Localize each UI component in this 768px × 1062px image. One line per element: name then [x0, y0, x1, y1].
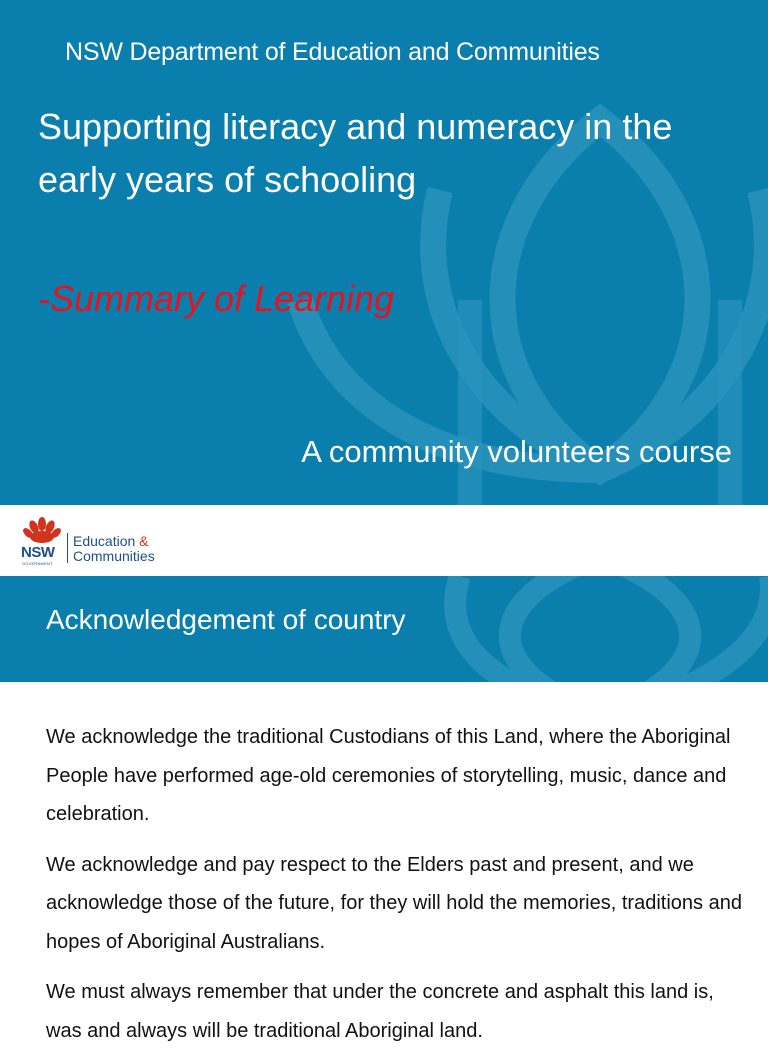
communities-word: Communities: [73, 548, 155, 564]
paragraph-1: We acknowledge the traditional Custodians of this Land, where the Aboriginal People have performed age-old ceremonies of storytelling, music, dance and celebration.: [46, 726, 731, 825]
section-header-slide: [0, 576, 768, 682]
education-communities-wordmark: [73, 534, 155, 564]
paragraph-3: We must always remember that under the concrete and asphalt this land is, was and always will be traditional Aboriginal land.: [46, 981, 714, 1042]
logo-bar: [0, 505, 768, 576]
section-heading: Acknowledgement of country: [46, 604, 406, 635]
logo-divider: [67, 533, 68, 563]
nsw-wordmark: NSW: [21, 544, 55, 561]
waratah-watermark-icon: [0, 0, 768, 505]
government-wordmark: GOVERNMENT: [22, 561, 53, 566]
ampersand: &: [139, 533, 149, 549]
nsw-education-logo: [20, 517, 180, 565]
department-name: NSW Department of Education and Communities: [65, 38, 600, 66]
cover-slide: [0, 0, 768, 505]
paragraph-2: We acknowledge and pay respect to the Elders past and present, and we acknowledge those of the future, for they will hold the memories, traditions and hopes of Aboriginal Australians.: [46, 853, 742, 953]
waratah-logo-icon: [20, 517, 64, 545]
summary-subtitle: -Summary of Learning: [38, 278, 395, 319]
course-label: A community volunteers course: [301, 434, 732, 469]
acknowledgement-body: [46, 718, 746, 1062]
presentation-title: Supporting literacy and numeracy in the early years of schooling: [38, 106, 673, 200]
education-word: Education: [73, 533, 140, 549]
